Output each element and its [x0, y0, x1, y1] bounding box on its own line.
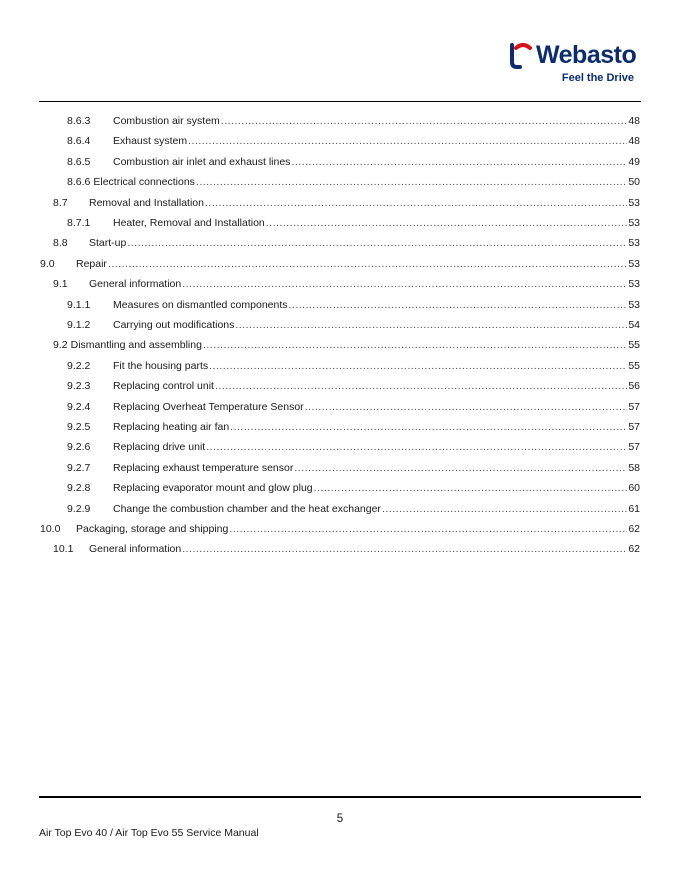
toc-entry-page: 62: [628, 543, 640, 556]
toc-entry-page: 55: [628, 359, 640, 372]
toc-entry-title: General information: [89, 543, 182, 556]
toc-entry-number: 9.1: [53, 278, 68, 291]
toc-entry-page: 53: [628, 196, 640, 209]
toc-entry[interactable]: [67, 318, 640, 332]
toc-entry-page: 62: [628, 523, 640, 535]
toc-entry-number: 10.0: [40, 523, 61, 535]
toc-entry-page: 53: [628, 237, 640, 250]
toc-entry-title: Packaging, storage and shipping: [76, 523, 229, 535]
toc-entry-number: 8.6.6: [67, 176, 91, 189]
toc-entry[interactable]: [53, 338, 640, 352]
toc-entry-title: Dismantling and assembling: [70, 339, 202, 352]
toc-entry-page: 48: [628, 115, 640, 127]
toc-leader-dots: [205, 196, 627, 210]
toc-entry-title: Repair: [76, 257, 107, 270]
toc-entry-title: Replacing Overheat Temperature Sensor: [113, 400, 304, 413]
page-number: 5: [336, 813, 344, 825]
toc-entry[interactable]: [40, 257, 640, 271]
toc-entry[interactable]: [67, 298, 640, 312]
header-divider: [39, 101, 641, 102]
toc-entry[interactable]: [67, 461, 640, 475]
toc-leader-dots: [209, 359, 627, 373]
toc-entry-page: 56: [628, 380, 640, 393]
toc-entry-number: 9.2: [53, 339, 68, 352]
toc-entry-number: 9.1.2: [67, 319, 91, 331]
toc-leader-dots: [108, 257, 627, 271]
toc-entry[interactable]: [53, 196, 640, 210]
toc-entry[interactable]: [53, 542, 640, 556]
toc-leader-dots: [215, 379, 627, 393]
toc-entry-page: 50: [628, 176, 640, 189]
toc-entry-page: 54: [628, 319, 640, 331]
toc-entry-title: Electrical connections: [93, 176, 195, 189]
toc-leader-dots: [230, 420, 627, 434]
toc-leader-dots: [206, 440, 627, 454]
toc-entry-title: Measures on dismantled components: [113, 298, 288, 311]
toc-entry[interactable]: [67, 481, 640, 495]
toc-entry-title: Replacing exhaust temperature sensor: [113, 461, 294, 474]
toc-entry[interactable]: [67, 216, 640, 230]
toc-entry[interactable]: [67, 175, 640, 189]
toc-entry-number: 9.2.3: [67, 380, 91, 393]
toc-entry-page: 55: [628, 339, 640, 352]
toc-entry-page: 48: [628, 135, 640, 148]
toc-entry[interactable]: [67, 134, 640, 148]
toc-entry-title: Combustion air inlet and exhaust lines: [113, 155, 291, 168]
toc-entry-number: 9.2.9: [67, 502, 91, 515]
toc-entry-number: 9.2.8: [67, 482, 91, 495]
toc-entry[interactable]: [53, 236, 640, 250]
toc-entry[interactable]: [40, 522, 640, 536]
toc-leader-dots: [291, 155, 627, 169]
toc-entry-page: 60: [628, 482, 640, 495]
toc-leader-dots: [182, 542, 627, 556]
footer-divider: [39, 796, 641, 798]
toc-entry-page: 57: [628, 441, 640, 454]
toc-entry-title: Replacing control unit: [113, 380, 214, 393]
toc-leader-dots: [235, 318, 627, 332]
toc-entry-page: 58: [628, 461, 640, 474]
toc-leader-dots: [182, 277, 627, 291]
toc-entry-number: 9.2.4: [67, 400, 91, 413]
toc-entry-number: 8.6.4: [67, 135, 91, 148]
toc-entry-page: 53: [628, 298, 640, 311]
toc-entry[interactable]: [67, 502, 640, 516]
toc-entry-page: 49: [628, 155, 640, 168]
toc-entry-page: 53: [628, 278, 640, 291]
toc-entry[interactable]: [67, 155, 640, 169]
toc-entry-number: 9.1.1: [67, 298, 91, 311]
toc-leader-dots: [229, 522, 627, 536]
toc-entry-title: Change the combustion chamber and the heat exchanger: [113, 502, 381, 515]
toc-entry-title: Replacing evaporator mount and glow plug: [113, 482, 313, 495]
toc-entry-number: 9.2.5: [67, 421, 91, 433]
toc-leader-dots: [382, 502, 627, 516]
toc-leader-dots: [127, 236, 627, 250]
toc-entry-title: General information: [89, 278, 182, 291]
toc-leader-dots: [289, 298, 628, 312]
webasto-logo: [508, 40, 638, 86]
toc-entry-number: 8.6.3: [67, 115, 91, 127]
toc-entry-title: Heater, Removal and Installation: [113, 217, 265, 229]
toc-leader-dots: [266, 216, 628, 230]
toc-entry[interactable]: [67, 379, 640, 393]
brand-name: Webasto: [536, 41, 637, 69]
toc-leader-dots: [314, 481, 628, 495]
toc-entry-page: 61: [628, 502, 640, 515]
toc-entry-page: 53: [628, 217, 640, 229]
toc-leader-dots: [196, 175, 627, 189]
toc-entry-number: 9.2.6: [67, 441, 91, 454]
toc-entry-title: Fit the housing parts: [113, 359, 209, 372]
toc-entry-page: 57: [628, 400, 640, 413]
toc-entry-title: Removal and Installation: [89, 196, 204, 209]
toc-entry-title: Replacing heating air fan: [113, 421, 230, 433]
toc-entry-number: 9.0: [40, 257, 55, 270]
toc-leader-dots: [305, 400, 628, 414]
toc-entry-number: 9.2.2: [67, 359, 91, 372]
toc-entry[interactable]: [67, 114, 640, 128]
toc-entry-title: Start-up: [89, 237, 127, 250]
toc-entry-title: Replacing drive unit: [113, 441, 206, 454]
toc-entry-page: 57: [628, 421, 640, 433]
toc-leader-dots: [221, 114, 628, 128]
toc-entry[interactable]: [67, 359, 640, 373]
toc-entry-number: 8.7.1: [67, 217, 91, 229]
toc-entry[interactable]: [67, 420, 640, 434]
webasto-logo-mark-icon: [508, 40, 538, 70]
document-title: Air Top Evo 40 / Air Top Evo 55 Service Manual: [39, 827, 259, 839]
toc-entry-title: Exhaust system: [113, 135, 188, 148]
toc-entry-page: 53: [628, 257, 640, 270]
toc-leader-dots: [203, 338, 627, 352]
toc-entry-title: Carrying out modifications: [113, 319, 235, 331]
brand-tagline: Feel the Drive: [561, 72, 634, 84]
toc-entry-number: 10.1: [53, 543, 74, 556]
toc-entry-number: 8.7: [53, 196, 68, 209]
toc-entry[interactable]: [67, 400, 640, 414]
toc-entry-number: 8.6.5: [67, 155, 91, 168]
toc-entry-number: 8.8: [53, 237, 68, 250]
toc-entry[interactable]: [53, 277, 640, 291]
toc-leader-dots: [294, 461, 627, 475]
toc-entry[interactable]: [67, 440, 640, 454]
toc-entry-number: 9.2.7: [67, 461, 91, 474]
toc-leader-dots: [188, 134, 627, 148]
toc-entry-title: Combustion air system: [113, 115, 220, 127]
